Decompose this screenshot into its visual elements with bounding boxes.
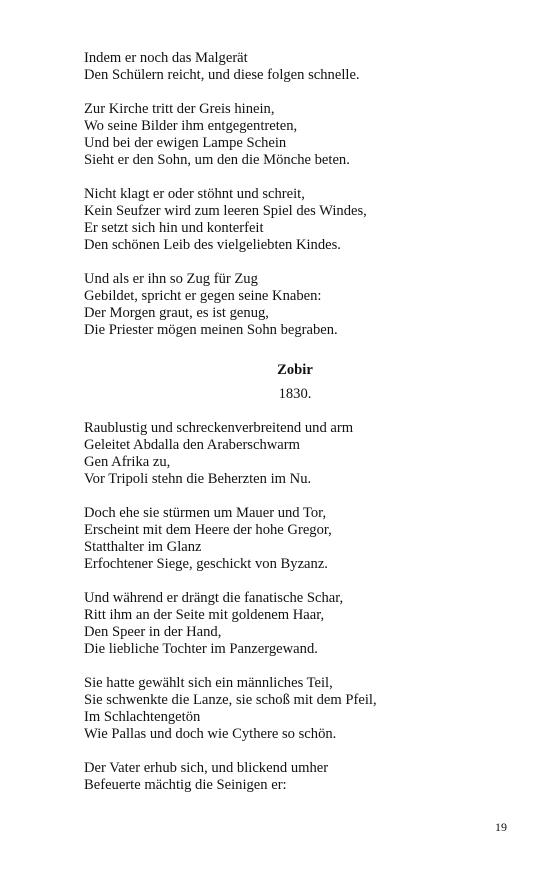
verse-line: Den Schülern reicht, und diese folgen schnelle. bbox=[84, 67, 360, 83]
verse-line: Zur Kirche tritt der Greis hinein, bbox=[84, 101, 275, 117]
verse-line: Befeuerte mächtig die Seinigen er: bbox=[84, 777, 287, 793]
verse-line: Kein Seufzer wird zum leeren Spiel des Windes, bbox=[84, 203, 367, 219]
stanza bbox=[84, 50, 524, 84]
verse-line: Gebildet, spricht er gegen seine Knaben: bbox=[84, 288, 322, 304]
verse-line: Die Priester mögen meinen Sohn begraben. bbox=[84, 322, 338, 338]
verse-line: Und bei der ewigen Lampe Schein bbox=[84, 135, 287, 151]
verse-line: Sie hatte gewählt sich ein männliches Teil, bbox=[84, 675, 333, 691]
stanza bbox=[84, 760, 524, 794]
verse-line: Erfochtener Siege, geschickt von Byzanz. bbox=[84, 556, 328, 572]
stanza bbox=[84, 186, 524, 254]
verse-line: Der Morgen graut, es ist genug, bbox=[84, 305, 269, 321]
verse-line: Der Vater erhub sich, und blickend umher bbox=[84, 760, 329, 776]
verse-line: Nicht klagt er oder stöhnt und schreit, bbox=[84, 186, 305, 202]
verse-line: Sieht er den Sohn, um den die Mönche beten. bbox=[84, 152, 350, 168]
verse-line: Geleitet Abdalla den Araberschwarm bbox=[84, 437, 300, 453]
verse-line: Die liebliche Tochter im Panzergewand. bbox=[84, 641, 318, 657]
verse-line: Erscheint mit dem Heere der hohe Gregor, bbox=[84, 522, 332, 538]
stanza bbox=[84, 101, 524, 169]
verse-line: Im Schlachtengetön bbox=[84, 709, 201, 725]
verse-line: Indem er noch das Malgerät bbox=[84, 50, 248, 66]
verse-line: Gen Afrika zu, bbox=[84, 454, 171, 470]
verse-line: Und als er ihn so Zug für Zug bbox=[84, 271, 258, 287]
poem-title: Zobir bbox=[277, 362, 313, 378]
verse-line: Raublustig und schreckenverbreitend und arm bbox=[84, 420, 354, 436]
poem-continuation bbox=[84, 50, 524, 339]
verse-line: Den schönen Leib des vielgeliebten Kindes. bbox=[84, 237, 341, 253]
stanza bbox=[84, 675, 524, 743]
verse-line: Wie Pallas und doch wie Cythere so schön. bbox=[84, 726, 337, 742]
stanza bbox=[84, 505, 524, 573]
verse-line: Er setzt sich hin und konterfeit bbox=[84, 220, 264, 236]
poem-body bbox=[84, 420, 524, 794]
stanza bbox=[84, 271, 524, 339]
page-number: 19 bbox=[495, 820, 507, 834]
verse-line: Sie schwenkte die Lanze, sie schoß mit dem Pfeil, bbox=[84, 692, 377, 708]
verse-line: Statthalter im Glanz bbox=[84, 539, 202, 555]
poem-year: 1830. bbox=[278, 386, 312, 402]
verse-line: Vor Tripoli stehn die Beherzten im Nu. bbox=[84, 471, 312, 487]
verse-line: Wo seine Bilder ihm entgegentreten, bbox=[84, 118, 298, 134]
stanza bbox=[84, 420, 524, 488]
verse-line: Doch ehe sie stürmen um Mauer und Tor, bbox=[84, 505, 327, 521]
verse-line: Den Speer in der Hand, bbox=[84, 624, 222, 640]
verse-line: Ritt ihm an der Seite mit goldenem Haar, bbox=[84, 607, 325, 623]
verse-line: Und während er drängt die fanatische Schar, bbox=[84, 590, 344, 606]
stanza bbox=[84, 590, 524, 658]
